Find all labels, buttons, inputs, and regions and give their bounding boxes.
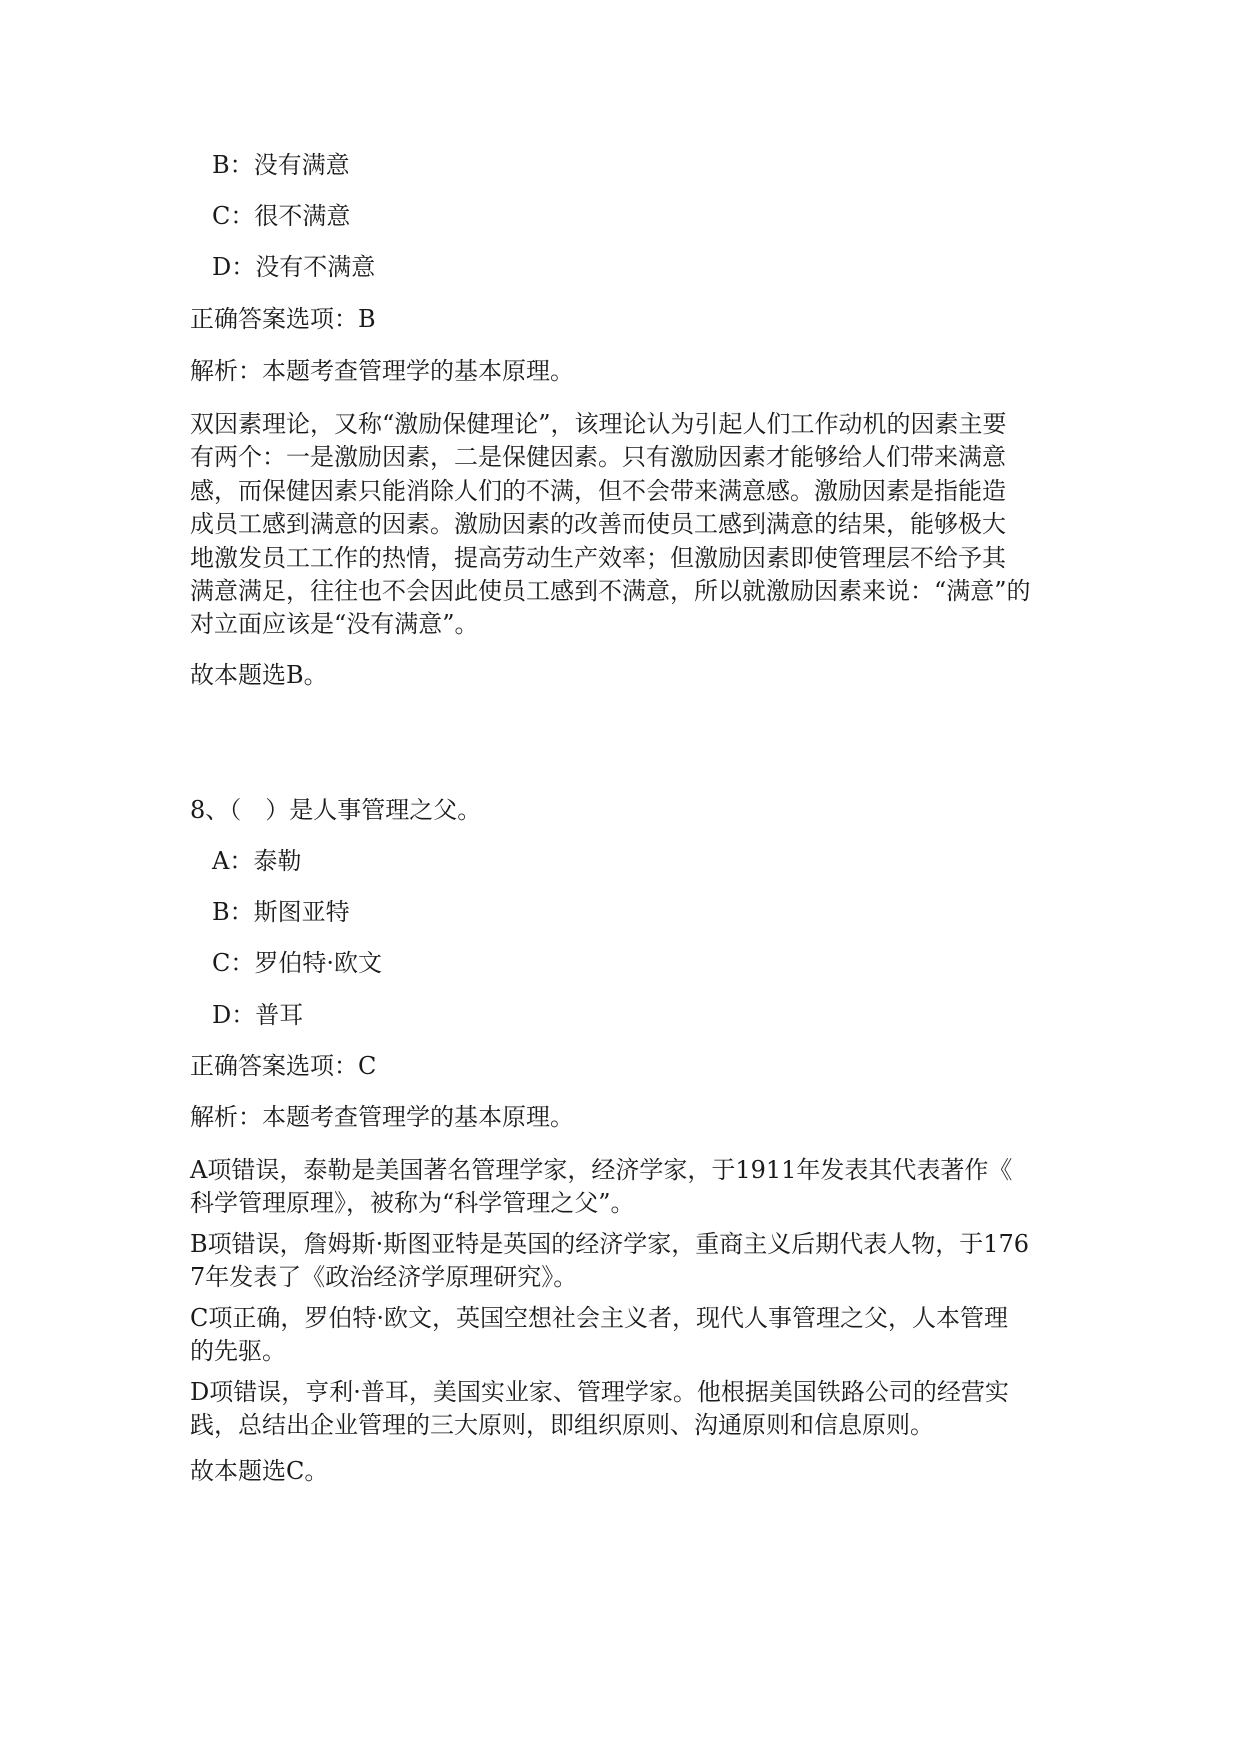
q7-explanation	[190, 408, 1050, 642]
q8-explanation-c-line: C项正确，罗伯特·欧文，英国空想社会主义者，现代人事管理之父，人本管理	[190, 1304, 1008, 1332]
q7-conclusion: 故本题选B。	[190, 661, 328, 689]
q7-explanation-line: 满意满足，往往也不会因此使员工感到不满意，所以就激励因素来说：“满意”的	[190, 577, 1031, 606]
q7-analysis-intro: 解析：本题考查管理学的基本原理。	[190, 357, 574, 385]
q7-option-d: D：没有不满意	[212, 253, 376, 281]
q7-explanation-line: 成员工感到满意的因素。激励因素的改善而使员工感到满意的结果，能够极大	[190, 510, 1006, 539]
q8-conclusion: 故本题选C。	[190, 1457, 329, 1485]
q8-explanation-a-line: 科学管理原理》，被称为“科学管理之父”。	[190, 1189, 635, 1218]
q8-option-a: A：泰勒	[212, 847, 302, 875]
q7-explanation-line: 双因素理论，又称“激励保健理论”，该理论认为引起人们工作动机的因素主要	[190, 410, 1007, 438]
q7-explanation-line: 地激发员工工作的热情，提高劳动生产效率；但激励因素即使管理层不给予其	[190, 543, 1006, 572]
q8-explanation-a	[190, 1154, 1050, 1221]
q7-option-c: C：很不满意	[212, 202, 351, 230]
q8-explanation-a-line: A项错误，泰勒是美国著名管理学家，经济学家，于1911年发表其代表著作《	[190, 1156, 1013, 1184]
q8-answer: 正确答案选项：C	[190, 1052, 377, 1080]
q8-explanation-b-line: 7年发表了《政治经济学原理研究》。	[190, 1263, 578, 1292]
q8-explanation-b	[190, 1228, 1050, 1295]
q7-explanation-line: 有两个：一是激励因素，二是保健因素。只有激励因素才能够给人们带来满意	[190, 443, 1006, 472]
q7-explanation-line: 对立面应该是“没有满意”。	[190, 610, 479, 639]
q8-option-c: C：罗伯特·欧文	[212, 949, 382, 977]
q7-explanation-line: 感，而保健因素只能消除人们的不满，但不会带来满意感。激励因素是指能造	[190, 476, 1006, 505]
q8-option-d: D：普耳	[212, 1001, 304, 1029]
q8-explanation-d-line: D项错误，亨利·普耳，美国实业家、管理学家。他根据美国铁路公司的经营实	[190, 1378, 1009, 1406]
q8-explanation-c-line: 的先驱。	[190, 1337, 286, 1366]
q8-analysis-intro: 解析：本题考查管理学的基本原理。	[190, 1103, 574, 1131]
q8-question: 8、（ ）是人事管理之父。	[190, 796, 482, 824]
q8-option-b: B：斯图亚特	[212, 898, 350, 926]
q8-explanation-b-line: B项错误，詹姆斯·斯图亚特是英国的经济学家，重商主义后期代表人物，于176	[190, 1230, 1030, 1258]
q8-explanation-c	[190, 1302, 1050, 1369]
q8-explanation-d	[190, 1376, 1050, 1443]
q8-explanation-d-line: 践，总结出企业管理的三大原则，即组织原则、沟通原则和信息原则。	[190, 1411, 934, 1440]
q7-option-b: B：没有满意	[212, 151, 350, 179]
q7-answer: 正确答案选项：B	[190, 305, 376, 333]
